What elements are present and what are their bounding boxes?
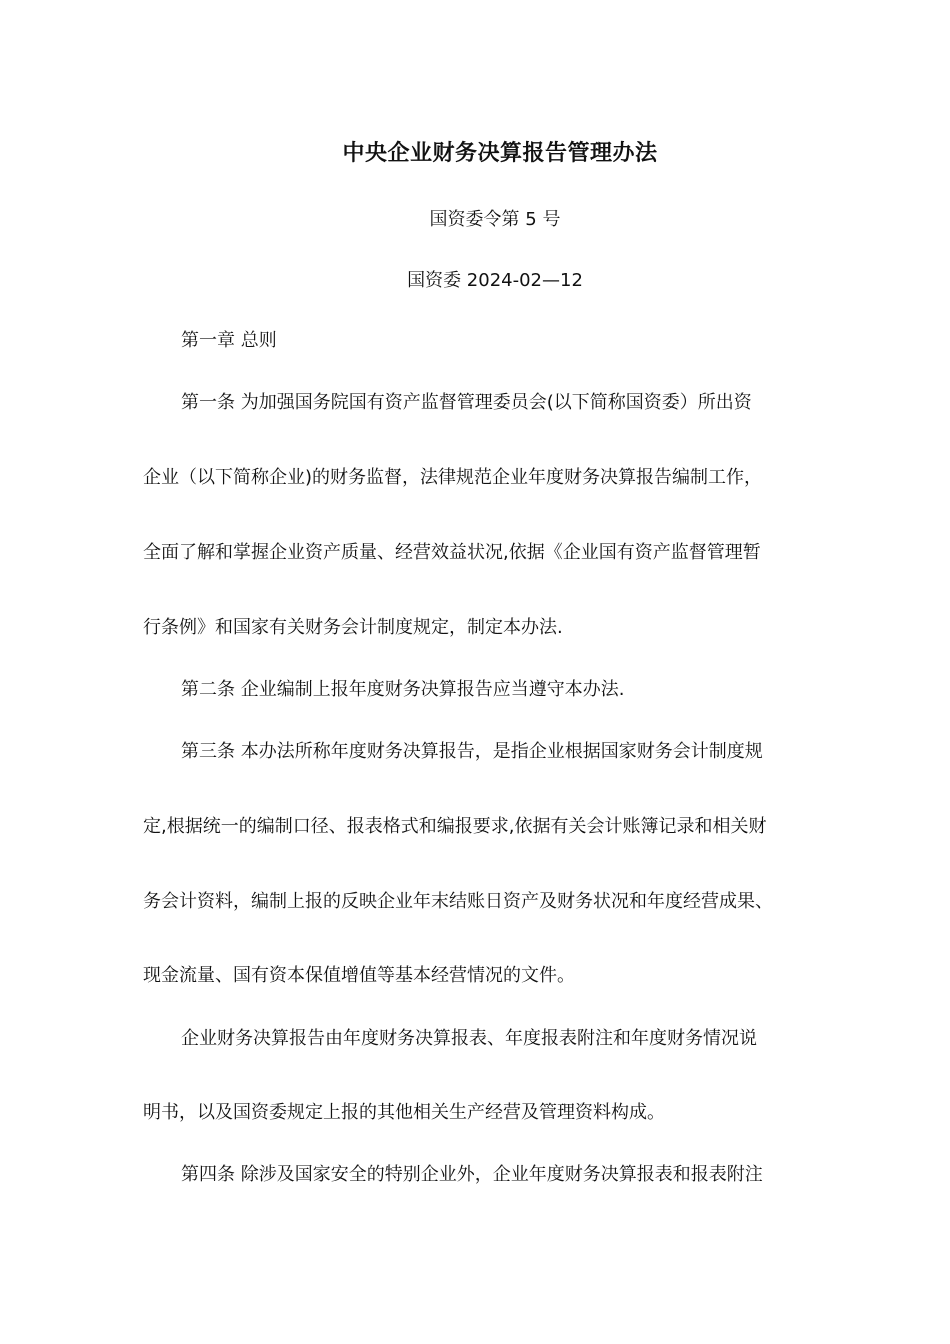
paragraph-line: 企业财务决算报告由年度财务决算报表、年度报表附注和年度财务情况说 — [181, 1028, 757, 1049]
order-number: 国资委令第 5 号 — [429, 209, 561, 230]
paragraph-line: 明书，以及国资委规定上报的其他相关生产经营及管理资料构成。 — [143, 1102, 665, 1123]
paragraph-line: 现金流量、国有资本保值增值等基本经营情况的文件。 — [143, 965, 575, 986]
paragraph-line: 全面了解和掌握企业资产质量、经营效益状况,依据《企业国有资产监督管理暂 — [143, 542, 761, 563]
paragraph-line: 行条例》和国家有关财务会计制度规定，制定本办法. — [143, 617, 563, 638]
paragraph-line: 定,根据统一的编制口径、报表格式和编报要求,依据有关会计账簿记录和相关财 — [143, 816, 767, 837]
paragraph-line: 企业（以下简称企业)的财务监督，法律规范企业年度财务决算报告编制工作， — [143, 467, 763, 488]
document-title: 中央企业财务决算报告管理办法 — [342, 141, 658, 166]
paragraph-line: 第四条 除涉及国家安全的特别企业外，企业年度财务决算报表和报表附注 — [181, 1164, 763, 1185]
chapter-heading: 第一章 总则 — [181, 330, 277, 351]
paragraph-line: 第一条 为加强国务院国有资产监督管理委员会(以下简称国资委）所出资 — [181, 392, 752, 413]
issuer-date: 国资委 2024-02—12 — [407, 270, 583, 291]
paragraph-line: 务会计资料，编制上报的反映企业年末结账日资产及财务状况和年度经营成果、 — [143, 891, 773, 912]
paragraph-line: 第二条 企业编制上报年度财务决算报告应当遵守本办法. — [181, 679, 625, 700]
paragraph-line: 第三条 本办法所称年度财务决算报告，是指企业根据国家财务会计制度规 — [181, 741, 763, 762]
